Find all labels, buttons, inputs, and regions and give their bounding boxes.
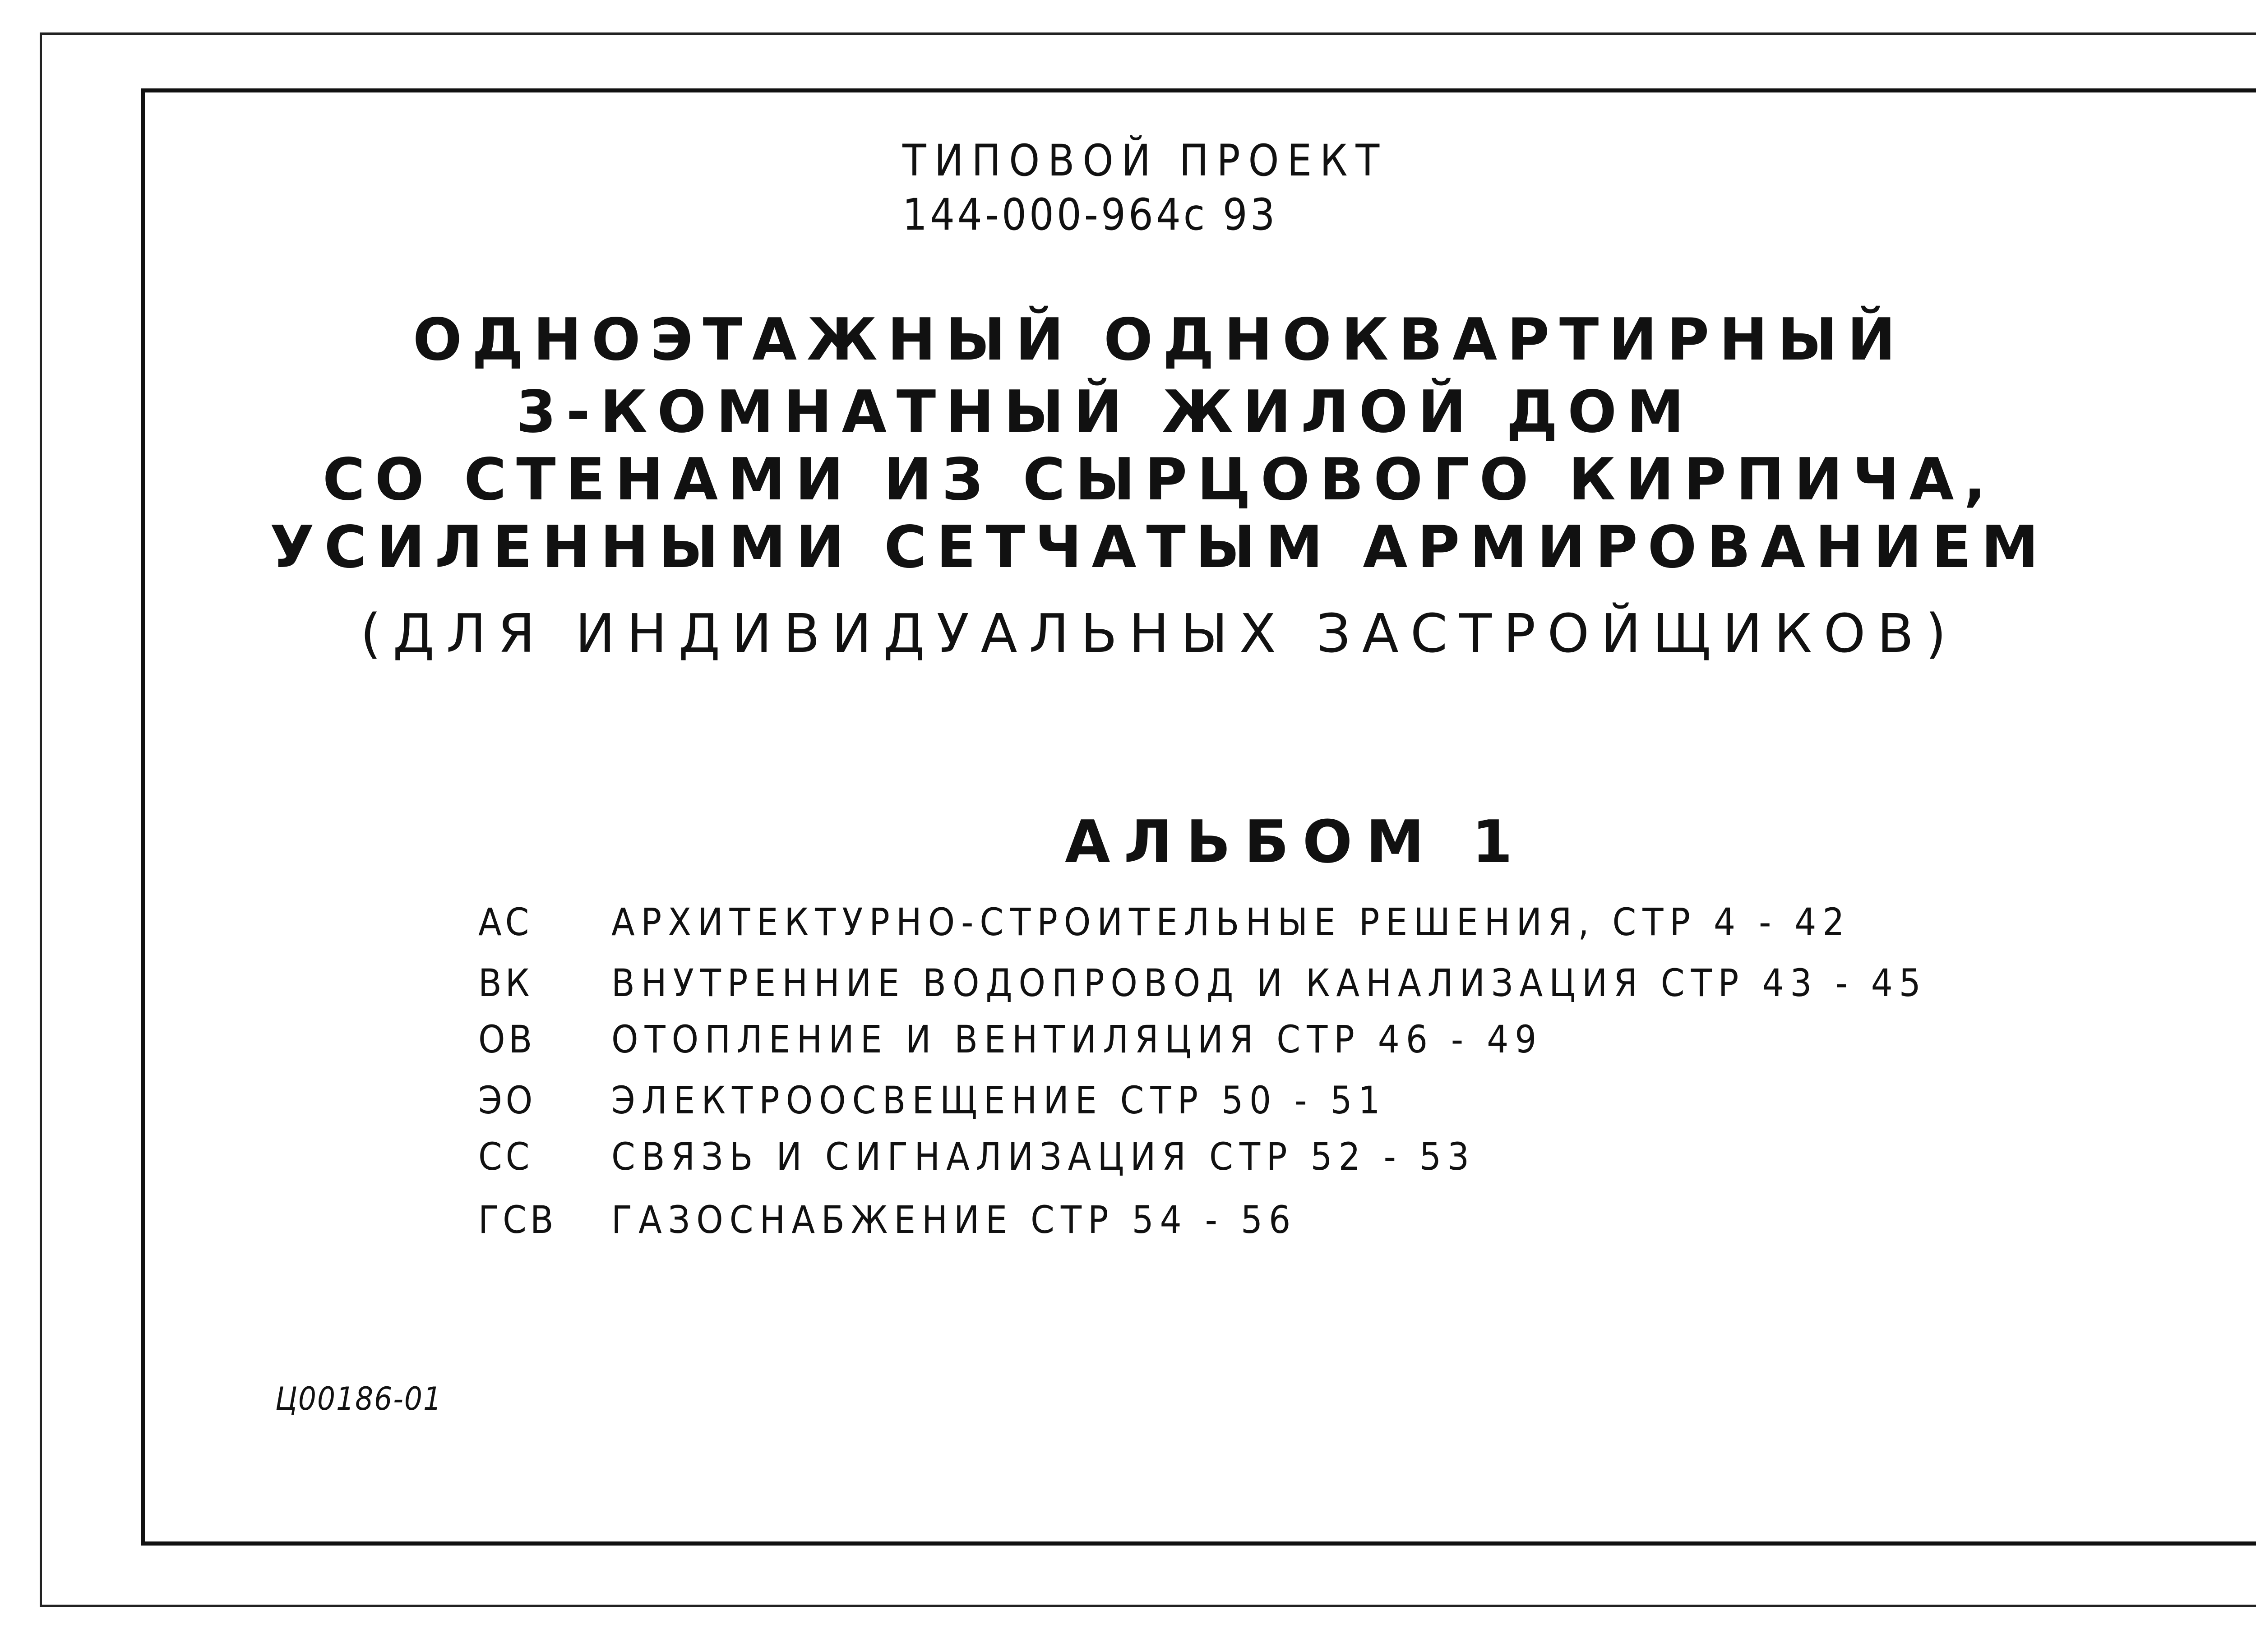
section-code: ВК: [478, 961, 533, 1005]
frame-gap: [1101, 30, 1155, 32]
section-code: ОВ: [478, 1017, 536, 1061]
section-text: ОТОПЛЕНИЕ И ВЕНТИЛЯЦИЯ СТР 46 - 49: [611, 1017, 1543, 1061]
title-line-3: СО СТЕНАМИ ИЗ СЫРЦОВОГО КИРПИЧА,: [322, 446, 1996, 513]
section-text: СВЯЗЬ И СИГНАЛИЗАЦИЯ СТР 52 - 53: [611, 1135, 1476, 1179]
album-label: АЛЬБОМ 1: [1065, 808, 1526, 876]
section-text: ЭЛЕКТРООСВЕЩЕНИЕ СТР 50 - 51: [611, 1078, 1387, 1122]
section-code: АС: [478, 900, 533, 944]
section-code: СС: [478, 1135, 533, 1179]
section-text: ГАЗОСНАБЖЕНИЕ СТР 54 - 56: [611, 1198, 1297, 1242]
section-text: АРХИТЕКТУРНО-СТРОИТЕЛЬНЫЕ РЕШЕНИЯ, СТР 4 - 42: [611, 900, 1851, 944]
document-code: Ц00186-01: [275, 1380, 443, 1417]
section-text: ВНУТРЕННИЕ ВОДОПРОВОД И КАНАЛИЗАЦИЯ СТР 43 - 45: [611, 961, 1927, 1005]
title-line-2: 3-КОМНАТНЫЙ ЖИЛОЙ ДОМ: [516, 378, 1694, 446]
title-line-4: УСИЛЕННЫМИ СЕТЧАТЫМ АРМИРОВАНИЕМ: [269, 514, 2049, 581]
project-number: 144-000-964с 93: [902, 189, 1278, 240]
section-code: ГСВ: [478, 1198, 557, 1242]
section-code: ЭО: [478, 1078, 536, 1122]
frame-gap: [1173, 30, 1227, 32]
subtitle: (ДЛЯ ИНДИВИДУАЛЬНЫХ ЗАСТРОЙЩИКОВ): [360, 602, 1958, 664]
project-type: ТИПОВОЙ ПРОЕКТ: [902, 135, 1388, 186]
title-line-1: ОДНОЭТАЖНЫЙ ОДНОКВАРТИРНЫЙ: [412, 306, 1906, 374]
